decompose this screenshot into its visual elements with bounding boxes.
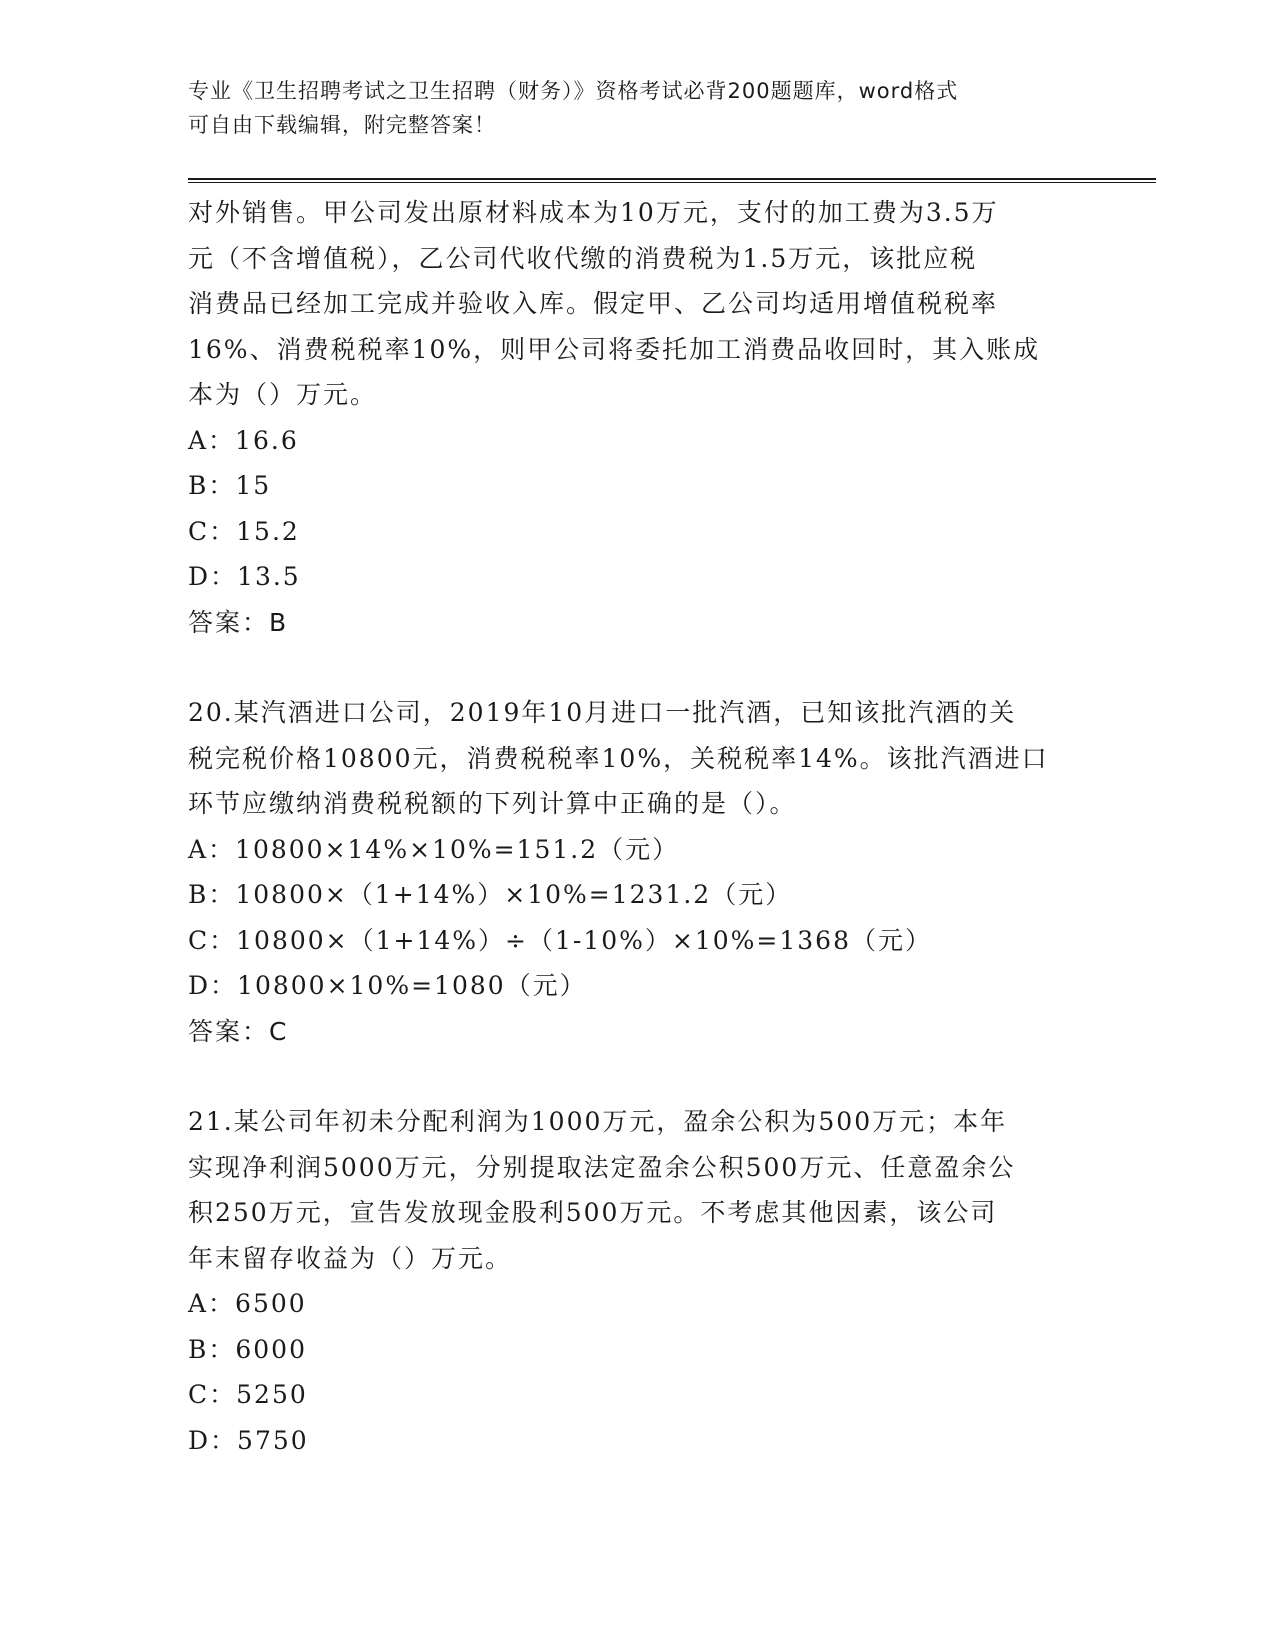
question-stem-line: 21.某公司年初未分配利润为1000万元，盈余公积为500万元；本年 [188, 1107, 1008, 1136]
question-stem-line: 税完税价格10800元，消费税税率10%，关税税率14%。该批汽酒进口 [188, 743, 1049, 773]
question-stem-line: 消费品已经加工完成并验收入库。假定甲、乙公司均适用增值税税率 [188, 289, 999, 318]
question-stem-line: 元（不含增值税），乙公司代收代缴的消费税为1.5万元，该批应税 [188, 243, 978, 273]
page-header [188, 74, 1088, 142]
option-c: C：5250 [188, 1380, 308, 1409]
question-stem-line: 年末留存收益为（）万元。 [188, 1243, 513, 1273]
question-stem-line: 对外销售。甲公司发出原材料成本为10万元，支付的加工费为3.5万 [188, 198, 999, 227]
option-a: A：16.6 [188, 425, 299, 455]
question-stem-line: 环节应缴纳消费税税额的下列计算中正确的是（）。 [188, 789, 797, 818]
question-stem-line: 积250万元，宣告发放现金股利500万元。不考虑其他因素，该公司 [188, 1198, 998, 1227]
header-title-line-1: 专业《卫生招聘考试之卫生招聘（财务）》资格考试必背200题题库，word格式 [188, 79, 959, 103]
document-body [188, 190, 1088, 1463]
option-d: D：10800×10%=1080（元） [188, 971, 587, 1000]
question-spacer [188, 645, 1088, 690]
option-b: B：15 [188, 471, 272, 500]
header-divider [188, 178, 1156, 183]
option-b: B：6000 [188, 1334, 307, 1364]
question-21 [188, 1099, 1088, 1463]
question-19 [188, 190, 1088, 645]
option-a: A：10800×14%×10%=151.2（元） [188, 834, 680, 864]
option-c: C：15.2 [188, 516, 300, 546]
question-stem-line: 实现净利润5000万元，分别提取法定盈余公积500万元、任意盈余公 [188, 1152, 1016, 1182]
question-20 [188, 690, 1088, 1054]
answer-line: 答案：C [188, 1016, 289, 1046]
question-spacer [188, 1054, 1088, 1099]
option-b: B：10800×（1+14%）×10%=1231.2（元） [188, 880, 793, 909]
answer-line: 答案：B [188, 607, 289, 637]
option-c: C：10800×（1+14%）÷（1-10%）×10%=1368（元） [188, 925, 932, 955]
header-title-line-2: 可自由下载编辑，附完整答案！ [188, 113, 496, 137]
question-stem-line: 20.某汽酒进口公司，2019年10月进口一批汽酒，已知该批汽酒的关 [188, 698, 1017, 727]
option-a: A：6500 [188, 1289, 307, 1318]
question-stem-line: 本为（）万元。 [188, 380, 378, 409]
option-d: D：13.5 [188, 562, 301, 591]
question-stem-line: 16%、消费税税率10%，则甲公司将委托加工消费品收回时，其入账成 [188, 334, 1041, 364]
option-d: D：5750 [188, 1425, 309, 1455]
